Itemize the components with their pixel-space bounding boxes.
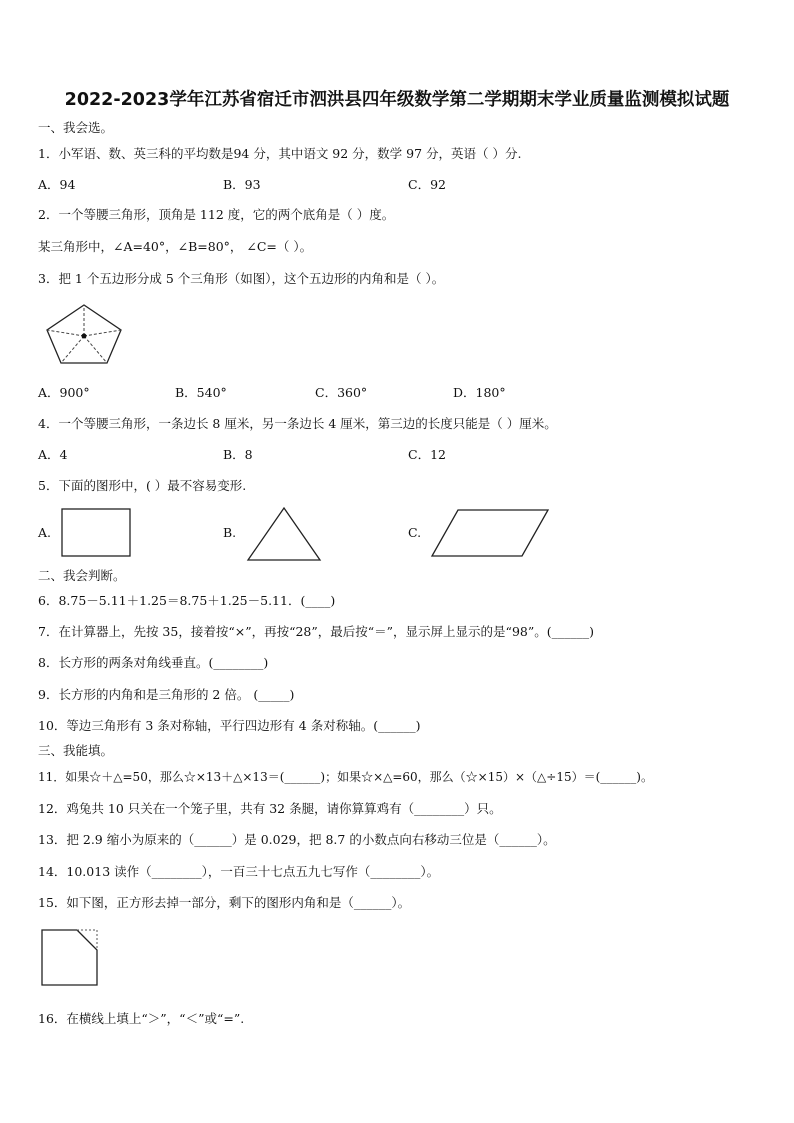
question-5: 5．下面的图形中，( ）最不容易变形. [38,478,247,493]
q1-option-a: A．94 [38,177,76,192]
question-13: 13．把 2.9 缩小为原来的（______）是 0.029，把 8.7 的小数点向右移动三位是（______）。 [38,832,556,847]
question-7: 7．在计算器上，先按 35，接着按“×”，再按“28”，最后按“＝”，显示屏上显示的是“98”。(______) [38,624,594,639]
question-4: 4．一个等腰三角形，一条边长 8 厘米，另一条边长 4 厘米，第三边的长度只能是（ ）厘米。 [38,416,557,431]
q5-option-c-label: C. [408,525,422,540]
q1-option-b: B．93 [223,177,261,192]
page-title: 2022-2023学年江苏省宿迁市泗洪县四年级数学第二学期期末学业质量监测模拟试题 [64,90,730,110]
q5-option-b-label: B. [223,525,237,540]
section-heading-choice: 一、我会选。 [38,120,114,135]
section-heading-fill: 三、我能填。 [38,743,114,758]
question-2-continued: 某三角形中，∠A=40°，∠B=80°， ∠C=（ ）。 [38,239,313,254]
q3-option-a: A．900° [38,385,90,400]
question-11: 11．如果☆＋△=50，那么☆×13＋△×13＝(______)；如果☆×△=60，那么（☆×15）×（△÷15）＝(______)。 [38,770,653,784]
question-1: 1．小军语、数、英三科的平均数是94 分，其中语文 92 分，数学 97 分，英语（ ）分. [38,146,522,161]
cut-square-figure [41,929,99,987]
q3-option-c: C．360° [315,385,368,400]
question-2: 2．一个等腰三角形，顶角是 112 度，它的两个底角是（ ）度。 [38,207,395,222]
q4-option-b: B．8 [223,447,253,462]
triangle-figure [246,506,322,562]
q1-option-c: C．92 [408,177,446,192]
q4-option-a: A．4 [38,447,68,462]
question-8: 8．长方形的两条对角线垂直。(________) [38,655,269,670]
rectangle-figure [61,508,132,558]
question-9: 9．长方形的内角和是三角形的 2 倍。 (_____) [38,687,295,702]
question-14: 14．10.013 读作（________），一百三十七点五九七写作（________）。 [38,864,440,879]
question-6: 6．8.75－5.11＋1.25＝8.75＋1.25－5.11．(____) [38,593,336,608]
q3-option-b: B．540° [175,385,227,400]
question-3: 3．把 1 个五边形分成 5 个三角形（如图），这个五边形的内角和是（ ）。 [38,271,445,286]
question-12: 12．鸡兔共 10 只关在一个笼子里，共有 32 条腿，请你算算鸡有（________）只。 [38,801,502,816]
q5-option-a-label: A. [38,525,52,540]
question-10: 10．等边三角形有 3 条对称轴，平行四边形有 4 条对称轴。(______) [38,718,421,733]
q3-option-d: D．180° [453,385,506,400]
section-heading-judge: 二、我会判断。 [38,568,126,583]
question-16: 16．在横线上填上“＞”，“＜”或“=”. [38,1011,245,1026]
pentagon-figure [44,303,124,365]
question-15: 15．如下图，正方形去掉一部分，剩下的图形内角和是（______）。 [38,895,411,910]
q4-option-c: C．12 [408,447,446,462]
parallelogram-figure [430,508,550,558]
